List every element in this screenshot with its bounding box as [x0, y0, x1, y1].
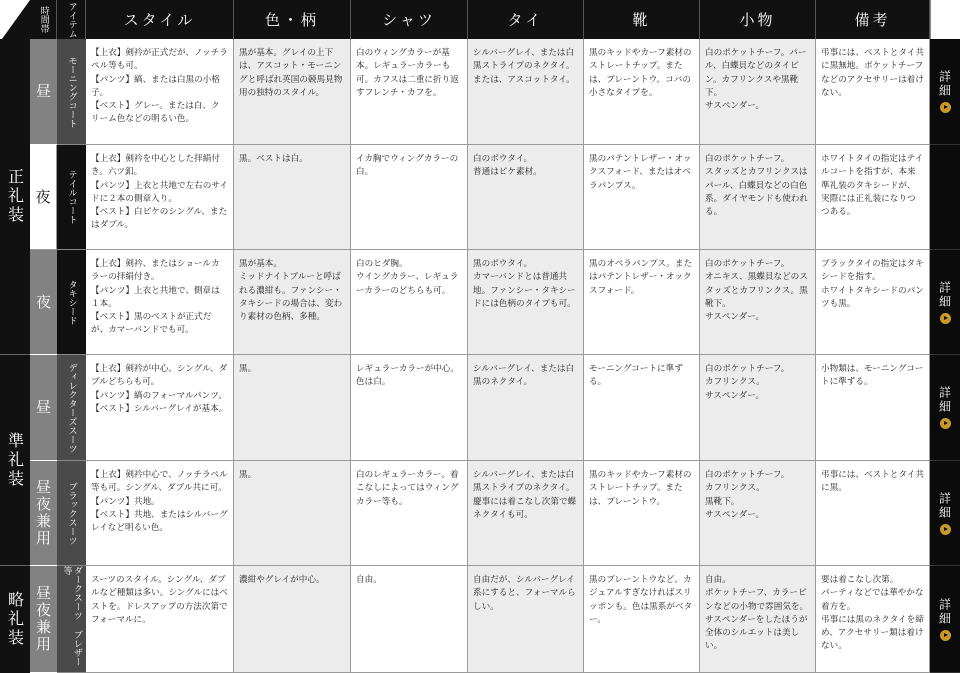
cell-komono: 白のポケットチーフ。 オニキス、黒蝶貝などのスタッズとカフリンクス。黒靴下。 サスペンダー。: [700, 250, 816, 355]
cell-biko: ホワイトタイの指定はテイルコートを指すが、本来準礼装のタキシードが、実際には正礼装になりつつある。: [816, 145, 930, 250]
detail-label: 詳細: [937, 597, 952, 626]
group-seireiso: 正礼装: [0, 39, 30, 355]
row-time: 昼: [30, 39, 57, 145]
header-item: アイテム: [57, 0, 86, 39]
header-color: 色・柄: [234, 0, 351, 39]
cell-tie: 自由だが、シルバーグレイ系にすると、フォーマルらしい。: [468, 566, 584, 673]
cell-shoes: 黒のキッドやカーフ素材のストレートチップ。または、プレーントウ。コバの小さなタイプを。: [584, 39, 700, 145]
cell-tie: 黒のボウタイ。 カマーバンドとは普通共地。ファンシー・タキシードには色柄のタイプも可。: [468, 250, 584, 355]
cell-shirt: イカ胸でウィングカラーの白。: [351, 145, 468, 250]
cell-color: 黒が基本。 ミッドナイトブルーと呼ばれる濃紺も。ファンシー・タキシードの場合は、変わり素材の色柄、多種。: [234, 250, 351, 355]
header-tie: タイ: [468, 0, 584, 39]
cell-color: 黒。ベストは白。: [234, 145, 351, 250]
detail-button[interactable]: [930, 39, 960, 145]
header-shirt: シャツ: [351, 0, 468, 39]
cell-color: 濃紺やグレイが中心。: [234, 566, 351, 673]
row-item-name: タキシード: [57, 250, 86, 355]
group-ryakureiso: 略礼装: [0, 566, 30, 673]
cell-color: 黒が基本。グレイの上下は、アスコット・モーニングと呼ばれ英国の競馬見物用の独特のスタイル。: [234, 39, 351, 145]
cell-komono: 白のポケットチーフ。パール、白蝶貝などのタイピン。カフリンクスや黒靴下。 サスペンダー。: [700, 39, 816, 145]
row-item-name: テイルコート: [57, 145, 86, 250]
cell-shoes: 黒のキッドやカーフ素材のストレートチップ。または、プレーントウ。: [584, 461, 700, 566]
cell-style: 【上衣】剣衿が正式だが、ノッチラペル等も可。 【パンツ】縞、または白黒の小格子。 【ベスト】グレー。または白、クリーム色などの明るい色。: [86, 39, 234, 145]
header-komono: 小物: [700, 0, 816, 39]
cell-biko: 小物類は、モーニングコートに準ずる。: [816, 355, 930, 461]
cell-shoes: 黒のオペラパンプス。またはパテントレザー・オックスフォード。: [584, 250, 700, 355]
detail-label: 詳細: [937, 280, 952, 309]
cell-shoes: 黒のパテントレザー・オックスフォード、またはオペラパンプス。: [584, 145, 700, 250]
detail-label: 詳細: [937, 491, 952, 520]
cell-biko: ブラックタイの指定はタキシードを指す。 ホワイトタキシードのパンツも黒。: [816, 250, 930, 355]
cell-style: 【上衣】剣衿を中心とした拝絹付き。六ツ釦。 【パンツ】上衣と共地で左右のサイドに２本の側章入り。 【ベスト】白ピケのシングル、またはダブル。: [86, 145, 234, 250]
cell-tie: シルバーグレイ、または白黒ストライプのネクタイ。慶事には着こなし次第で蝶ネクタイも可。: [468, 461, 584, 566]
cell-color: 黒。: [234, 355, 351, 461]
cell-style: 【上衣】剣衿中心で、ノッチラペル等も可。シングル、ダブル共に可。 【パンツ】共地。 【ベスト】共地、またはシルバーグレイなど明るい色。: [86, 461, 234, 566]
cell-komono: 白のポケットチーフ。 カフリンクス。 黒靴下。 サスペンダー。: [700, 461, 816, 566]
play-arrow-icon: [940, 630, 951, 641]
row-item-name: ディレクターズスーツ: [57, 355, 86, 461]
cell-tie: シルバーグレイ、または白黒のネクタイ。: [468, 355, 584, 461]
detail-column-blank: [930, 145, 960, 250]
row-time: 昼夜兼用: [30, 566, 57, 673]
row-time: 昼: [30, 355, 57, 461]
detail-label: 詳細: [937, 70, 952, 98]
cell-shirt: 自由。: [351, 566, 468, 673]
header-corner-right: [930, 0, 960, 39]
header-biko: 備考: [816, 0, 930, 39]
cell-shoes: モーニングコートに準ずる。: [584, 355, 700, 461]
cell-tie: シルバーグレイ、または白黒ストライプのネクタイ。または、アスコットタイ。: [468, 39, 584, 145]
table-corner: [0, 0, 30, 39]
cell-style: 【上衣】剣衿、またはショールカラーの拝絹付き。 【パンツ】上衣と共地で、側章は１本。 【ベスト】黒のベストが正式だが、カマーバンドでも可。: [86, 250, 234, 355]
detail-label: 詳細: [937, 386, 952, 414]
row-time: 昼夜兼用: [30, 461, 57, 566]
row-time: 夜: [30, 250, 57, 355]
cell-biko: 弔事には、ベストとタイ共に黒無地。ポケットチーフなどのアクセサリーは着けない。: [816, 39, 930, 145]
header-shoes: 靴: [584, 0, 700, 39]
cell-color: 黒。: [234, 461, 351, 566]
row-item-name: ブラックスーツ: [57, 461, 86, 566]
cell-style: 【上衣】剣衿が中心。シングル、ダブルどちらも可。 【パンツ】縞のフォーマルパンツ。 【ベスト】シルバーグレイが基本。: [86, 355, 234, 461]
play-arrow-icon: [940, 102, 951, 113]
cell-biko: 弔事には、ベストとタイ共に黒。: [816, 461, 930, 566]
cell-shirt: レギュラーカラーが中心。色は白。: [351, 355, 468, 461]
cell-shirt: 白のヒダ胸。 ウイングカラー、レギュラーカラーのどちらも可。: [351, 250, 468, 355]
cell-shoes: 黒のプレーントウなど。カジュアルすぎなければスリッポンも。色は黒系がベター。: [584, 566, 700, 673]
play-arrow-icon: [940, 524, 951, 535]
cell-komono: 自由。 ポケットチーフ、カラーピンなどの小物で雰囲気を。サスペンダーをしたほうが全体のシルエットは美しい。: [700, 566, 816, 673]
detail-button[interactable]: [930, 566, 960, 673]
cell-shirt: 白のレギュラーカラー。着こなしによってはウィングカラー等も。: [351, 461, 468, 566]
play-arrow-icon: [940, 418, 951, 429]
cell-komono: 白のポケットチーフ。 カフリンクス。 サスペンダー。: [700, 355, 816, 461]
cell-biko: 要は着こなし次第。 パーティなどでは華やかな着方を。 弔事には黒のネクタイを締め、アクセサリー類は着けない。: [816, 566, 930, 673]
row-item-name: モーニングコート: [57, 39, 86, 145]
group-junreiso: 準礼装: [0, 355, 30, 566]
detail-button[interactable]: [930, 355, 960, 461]
detail-button[interactable]: [930, 250, 960, 355]
play-arrow-icon: [940, 313, 951, 324]
cell-komono: 白のポケットチーフ。 スタッズとカフリンクスはパール、白蝶貝などの白色系。ダイヤモンドも使われる。: [700, 145, 816, 250]
detail-button[interactable]: [930, 461, 960, 566]
cell-tie: 白のボウタイ。 普通はピケ素材。: [468, 145, 584, 250]
row-item-name: ダークスーツ ブレザー等: [57, 566, 86, 673]
cell-style: スーツのスタイル。シングル、ダブルなど種類は多い。シングルにはベストを。ドレスアップの方法次第でフォーマルに。: [86, 566, 234, 673]
header-style: スタイル: [86, 0, 234, 39]
cell-shirt: 白のウィングカラーが基本。レギュラーカラーも可。カフスは二重に折り返すフレンチ・カフを。: [351, 39, 468, 145]
row-time: 夜: [30, 145, 57, 250]
header-jikantai: 時間帯: [30, 0, 57, 39]
